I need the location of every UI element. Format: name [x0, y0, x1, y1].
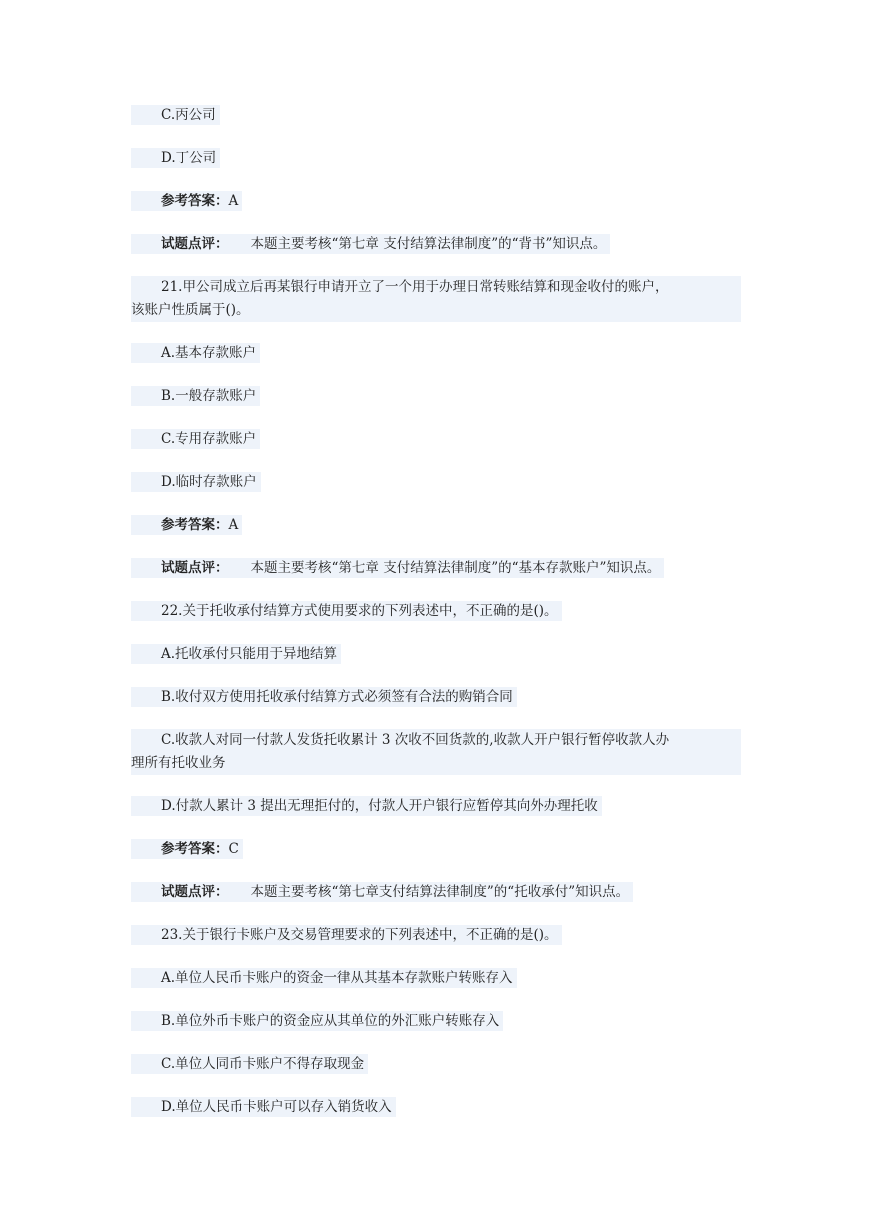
option-c-line1: C.收款人对同一付款人发货托收累计 3 次收不回货款的,收款人开户银行暂停收款人办 — [161, 732, 670, 748]
option-a: A.托收承付只能用于异地结算 — [131, 643, 741, 666]
reference-answer — [131, 190, 741, 213]
reference-answer — [131, 838, 741, 861]
option-b: B.单位外币卡账户的资金应从其单位的外汇账户转账存入 — [131, 1010, 741, 1033]
question-21 — [131, 276, 741, 322]
question-23: 23.关于银行卡账户及交易管理要求的下列表述中，不正确的是()。 — [131, 924, 741, 947]
option-c: C.单位人同币卡账户不得存取现金 — [131, 1053, 741, 1076]
option-c-line2: 理所有托收业务 — [131, 755, 226, 771]
option-c: C.丙公司 — [131, 104, 741, 127]
document-page — [131, 104, 741, 1139]
question-22: 22.关于托收承付结算方式使用要求的下列表述中，不正确的是()。 — [131, 600, 741, 623]
option-c: C.专用存款账户 — [131, 428, 741, 451]
answer-label: 参考答案： — [161, 841, 229, 857]
answer-value: C — [228, 841, 239, 857]
option-d: D.丁公司 — [131, 147, 741, 170]
comment-label: 试题点评： — [161, 884, 229, 900]
comment-label: 试题点评： — [161, 236, 229, 252]
option-a: A.单位人民币卡账户的资金一律从其基本存款账户转账存入 — [131, 967, 741, 990]
question-comment — [131, 557, 741, 580]
answer-label: 参考答案： — [161, 193, 229, 209]
comment-text: 本题主要考核“第七章 支付结算法律制度”的“背书”知识点。 — [250, 236, 607, 252]
option-d: D.单位人民币卡账户可以存入销货收入 — [131, 1096, 741, 1119]
option-c-wrapped — [131, 729, 741, 775]
option-d: D.付款人累计 3 提出无理拒付的，付款人开户银行应暂停其向外办理托收 — [131, 795, 741, 818]
comment-text: 本题主要考核“第七章 支付结算法律制度”的“基本存款账户”知识点。 — [250, 560, 661, 576]
option-b: B.收付双方使用托收承付结算方式必须签有合法的购销合同 — [131, 686, 741, 709]
comment-label: 试题点评： — [161, 560, 229, 576]
question-21-line1: 21.甲公司成立后再某银行申请开立了一个用于办理日常转账结算和现金收付的账户， — [161, 279, 669, 295]
question-comment — [131, 233, 741, 256]
question-21-line2: 该账户性质属于()。 — [131, 302, 250, 318]
comment-text: 本题主要考核“第七章支付结算法律制度”的“托收承付”知识点。 — [250, 884, 630, 900]
answer-value: A — [228, 517, 239, 533]
option-b: B.一般存款账户 — [131, 385, 741, 408]
answer-value: A — [228, 193, 239, 209]
question-comment — [131, 881, 741, 904]
option-d: D.临时存款账户 — [131, 471, 741, 494]
reference-answer — [131, 514, 741, 537]
answer-label: 参考答案： — [161, 517, 229, 533]
option-a: A.基本存款账户 — [131, 342, 741, 365]
